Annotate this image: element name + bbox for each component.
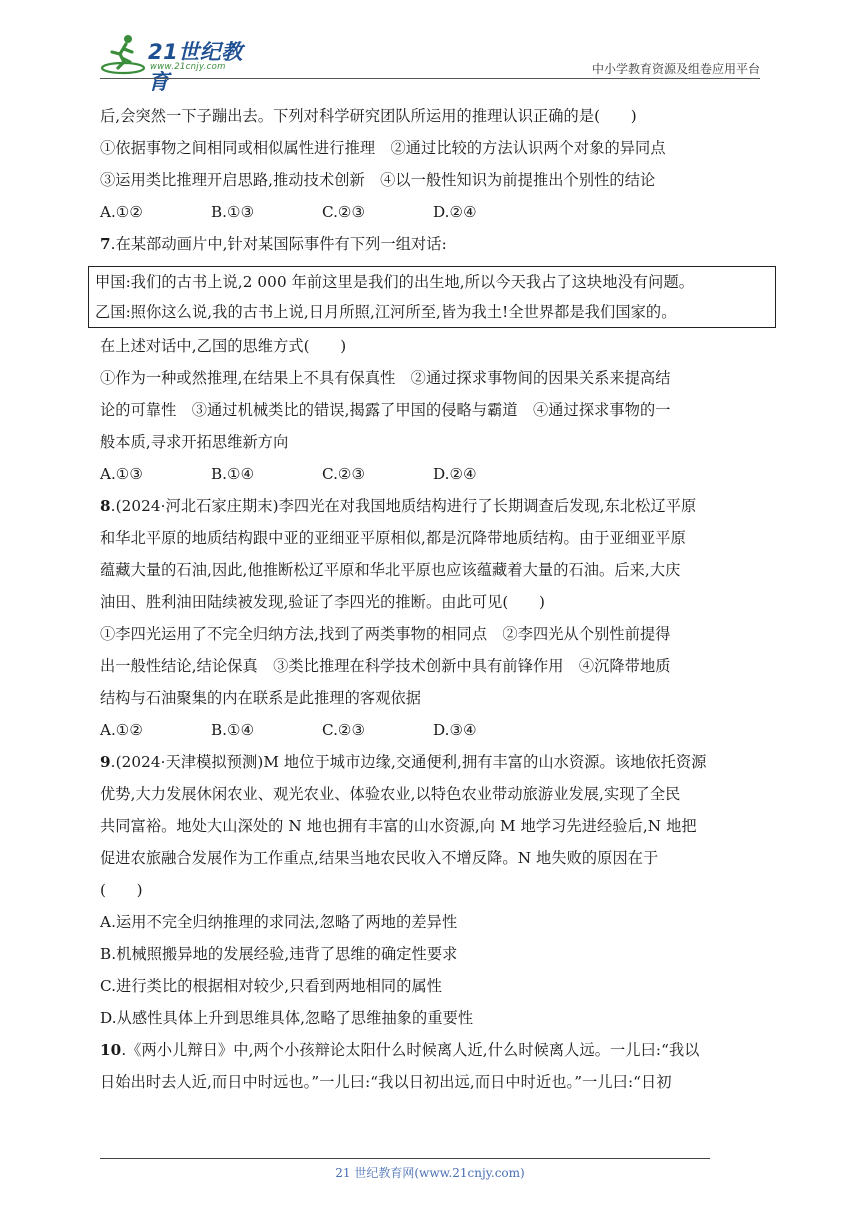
runner-icon bbox=[100, 32, 146, 76]
q9-line-1 bbox=[100, 746, 764, 778]
dialogue-line-2: 乙国:照你这么说,我的古书上说,日月所照,江河所至,皆为我土!全世界都是我们国家的。 bbox=[95, 303, 677, 321]
q8-line-7: 结构与石油聚集的内在联系是此推理的客观依据 bbox=[100, 689, 422, 707]
footer-divider bbox=[100, 1158, 710, 1159]
q8-options bbox=[100, 714, 764, 746]
q9-line-5: ( ) bbox=[100, 881, 143, 899]
q7-line-3: 般本质,寻求开拓思维新方向 bbox=[100, 433, 289, 451]
intro-line-1: 后,会突然一下子蹦出去。下列对科学研究团队所运用的推理认识正确的是( ) bbox=[100, 107, 637, 125]
q9-option-d: D.从感性具体上升到思维具体,忽略了思维抽象的重要性 bbox=[100, 1009, 474, 1027]
option-b: B.①④ bbox=[211, 721, 255, 739]
option-c: C.②③ bbox=[322, 465, 366, 483]
site-logo[interactable] bbox=[100, 32, 260, 94]
q8-number: 8 bbox=[100, 497, 111, 515]
logo-sub-text: www.21cnjy.com bbox=[150, 62, 226, 72]
page-footer[interactable]: 21 世纪教育网(www.21cnjy.com) bbox=[335, 1166, 525, 1180]
intro-options bbox=[100, 196, 764, 228]
q10-line-1-text: .《两小儿辩日》中,两个小孩辩论太阳什么时候离人近,什么时候离人远。一儿曰:“我以 bbox=[121, 1041, 700, 1059]
q9-option-a: A.运用不完全归纳推理的求同法,忽略了两地的差异性 bbox=[100, 913, 458, 931]
dialogue-line-1: 甲国:我们的古书上说,2 000 年前这里是我们的出生地,所以今天我占了这块地没有问题。 bbox=[95, 273, 695, 291]
q7-stem-text: .在某部动画片中,针对某国际事件有下列一组对话: bbox=[110, 235, 447, 253]
q9-option-c: C.进行类比的根据相对较少,只看到两地相同的属性 bbox=[100, 977, 443, 995]
q7-ask: 在上述对话中,乙国的思维方式( ) bbox=[100, 337, 347, 355]
intro-line-2: ①依据事物之间相同或相似属性进行推理 ②通过比较的方法认识两个对象的异同点 bbox=[100, 139, 666, 157]
q9-number: 9 bbox=[100, 753, 111, 771]
q9-option-b: B.机械照搬异地的发展经验,违背了思维的确定性要求 bbox=[100, 945, 458, 963]
header-divider bbox=[100, 78, 760, 79]
q10-line-2: 日始出时去人近,而日中时远也。”一儿曰:“我以日初出远,而日中时近也。”一儿曰:“日初 bbox=[100, 1073, 672, 1091]
q7-number: 7 bbox=[100, 235, 111, 253]
option-a: A.①② bbox=[100, 203, 144, 221]
option-d: D.②④ bbox=[433, 465, 477, 483]
logo-main-text: 21世纪教育 bbox=[148, 40, 243, 94]
option-c: C.②③ bbox=[322, 721, 366, 739]
q9-line-2: 优势,大力发展休闲农业、观光农业、体验农业,以特色农业带动旅游业发展,实现了全民 bbox=[100, 785, 681, 803]
q8-line-3: 蕴藏大量的石油,因此,他推断松辽平原和华北平原也应该蕴藏着大量的石油。后来,大庆 bbox=[100, 561, 681, 579]
option-d: D.②④ bbox=[433, 203, 477, 221]
option-b: B.①③ bbox=[211, 203, 255, 221]
option-a: A.①③ bbox=[100, 465, 144, 483]
page-header bbox=[100, 30, 760, 94]
q7-line-2: 论的可靠性 ③通过机械类比的错误,揭露了甲国的侵略与霸道 ④通过探求事物的一 bbox=[100, 401, 671, 419]
q8-line-1 bbox=[100, 490, 764, 522]
q7-stem bbox=[100, 228, 764, 260]
q10-line-1 bbox=[100, 1034, 764, 1066]
option-a: A.①② bbox=[100, 721, 144, 739]
q8-line-6: 出一般性结论,结论保真 ③类比推理在科学技术创新中具有前锋作用 ④沉降带地质 bbox=[100, 657, 671, 675]
q7-line-1: ①作为一种或然推理,在结果上不具有保真性 ②通过探求事物间的因果关系来提高结 bbox=[100, 369, 671, 387]
q8-line-2: 和华北平原的地质结构跟中亚的亚细亚平原相似,都是沉降带地质结构。由于亚细亚平原 bbox=[100, 529, 686, 547]
q9-line-1-text: .(2024·天津模拟预测)M 地位于城市边缘,交通便利,拥有丰富的山水资源。该地依托资源 bbox=[110, 753, 707, 771]
q9-line-3: 共同富裕。地处大山深处的 N 地也拥有丰富的山水资源,向 M 地学习先进经验后,N 地把 bbox=[100, 817, 697, 835]
dialogue-box bbox=[88, 266, 776, 328]
option-c: C.②③ bbox=[322, 203, 366, 221]
q8-line-5: ①李四光运用了不完全归纳方法,找到了两类事物的相同点 ②李四光从个别性前提得 bbox=[100, 625, 671, 643]
q9-line-4: 促进农旅融合发展作为工作重点,结果当地农民收入不增反降。N 地失败的原因在于 bbox=[100, 849, 659, 867]
q8-line-1-text: .(2024·河北石家庄期末)李四光在对我国地质结构进行了长期调查后发现,东北松辽平原 bbox=[110, 497, 697, 515]
option-b: B.①④ bbox=[211, 465, 255, 483]
option-d: D.③④ bbox=[433, 721, 477, 739]
document-body bbox=[95, 100, 764, 1098]
platform-name: 中小学教育资源及组卷应用平台 bbox=[591, 62, 760, 76]
q8-line-4: 油田、胜利油田陆续被发现,验证了李四光的推断。由此可见( ) bbox=[100, 593, 546, 611]
q10-number: 10 bbox=[100, 1041, 122, 1059]
intro-line-3: ③运用类比推理开启思路,推动技术创新 ④以一般性知识为前提推出个别性的结论 bbox=[100, 171, 656, 189]
q7-options bbox=[100, 458, 764, 490]
